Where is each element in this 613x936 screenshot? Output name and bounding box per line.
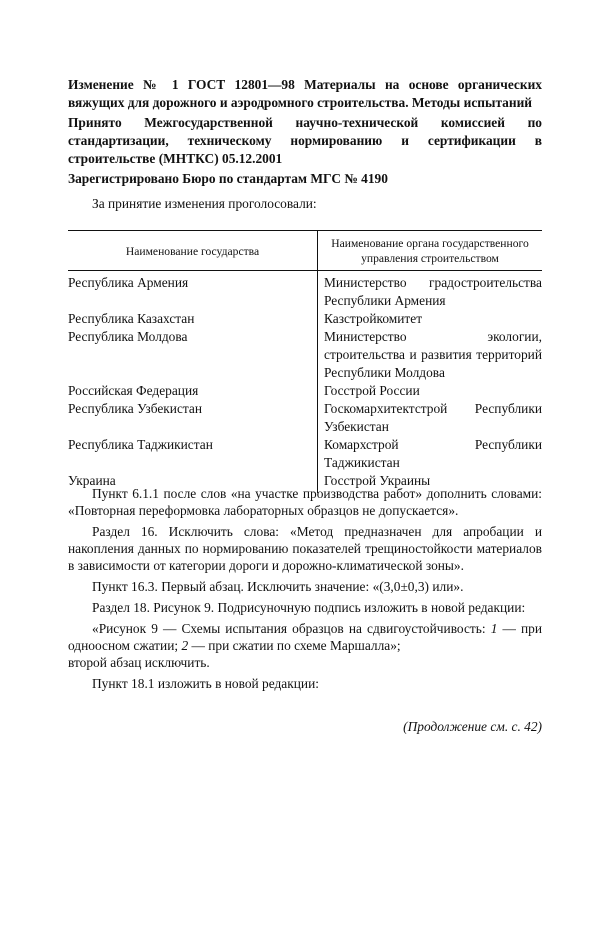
amendment-paragraph: второй абзац исключить. [68,655,210,670]
state-name: Республика Армения [68,275,189,290]
table-header-row [68,231,542,271]
amendment-paragraph: Пункт 16.3. Первый абзац. Исключить значение: «(3,0±0,3) или». [92,579,464,594]
governing-body: Казстройкомитет [318,310,543,328]
state-name: Республика Казахстан [68,311,195,326]
table-row [68,400,542,436]
state-name: Республика Узбекистан [68,401,203,416]
amendment-paragraph: Пункт 18.1 изложить в новой редакции: [92,676,319,691]
amendment-title: Изменение № 1 ГОСТ 12801—98 Материалы на основе органических вяжущих для дорожного и аэродромного строительства. Методы испытаний [68,77,542,110]
figure-caption-start: «Рисунок 9 — Схемы испытания образцов на сдвигоустойчивость: [92,621,491,636]
governing-body: Комархстрой Республики Таджикистан [318,436,543,472]
state-name: Российская Федерация [68,383,199,398]
column-header-body: Наименование органа государственного управления строительством [318,231,543,271]
figure-caption [68,620,542,654]
adopted-by-text: Принято Межгосударственной научно-технической комиссией по стандартизации, техническому нормированию и сертификации в строительстве (МНТКС) 05.12.2001 [68,115,542,166]
figure-caption-item: — при сжатии по схеме Маршалла»; [188,638,401,653]
governing-body: Госстрой России [318,382,543,400]
amendment-paragraph: Раздел 16. Исключить слова: «Метод предназначен для апробации и накопления данных по нормированию показателей трещиностойкости материалов в зависимости от категории дороги и дорожно-климатической зоны». [68,524,542,573]
document-header [68,76,542,188]
amendment-paragraph: Пункт 6.1.1 после слов «на участке производства работ» дополнить словами: «Повторная переформовка лабораторных образцов не допускается». [68,486,542,518]
table-row [68,436,542,472]
figure-item-number: 2 [181,638,189,653]
table-row [68,382,542,400]
state-name: Украина [68,473,116,488]
registration-text: Зарегистрировано Бюро по стандартам МГС № 4190 [68,171,388,186]
governing-body: Министерство градостроительства Республики Армения [318,271,543,311]
state-name: Республика Таджикистан [68,437,213,452]
table-row [68,328,542,382]
vote-intro: За принятие изменения проголосовали: [92,196,317,211]
governing-body: Министерство экологии, строительства и развития территорий Республики Молдова [318,328,543,382]
figure-caption-item: — при одноосном сжатии; [68,621,542,653]
table-row [68,271,542,311]
governing-body: Госстрой Украины [318,472,543,493]
state-name: Республика Молдова [68,329,188,344]
column-header-state: Наименование государства [68,231,318,271]
amendment-text [68,485,542,696]
table-row [68,310,542,328]
voting-states-table [68,230,542,493]
governing-body: Госкомархитектстрой Республики Узбекистан [318,400,543,436]
figure-item-number: 1 [490,621,498,636]
continuation-note: (Продолжение см. с. 42) [403,719,542,734]
amendment-paragraph: Раздел 18. Рисунок 9. Подрисуночную подпись изложить в новой редакции: [92,600,526,615]
